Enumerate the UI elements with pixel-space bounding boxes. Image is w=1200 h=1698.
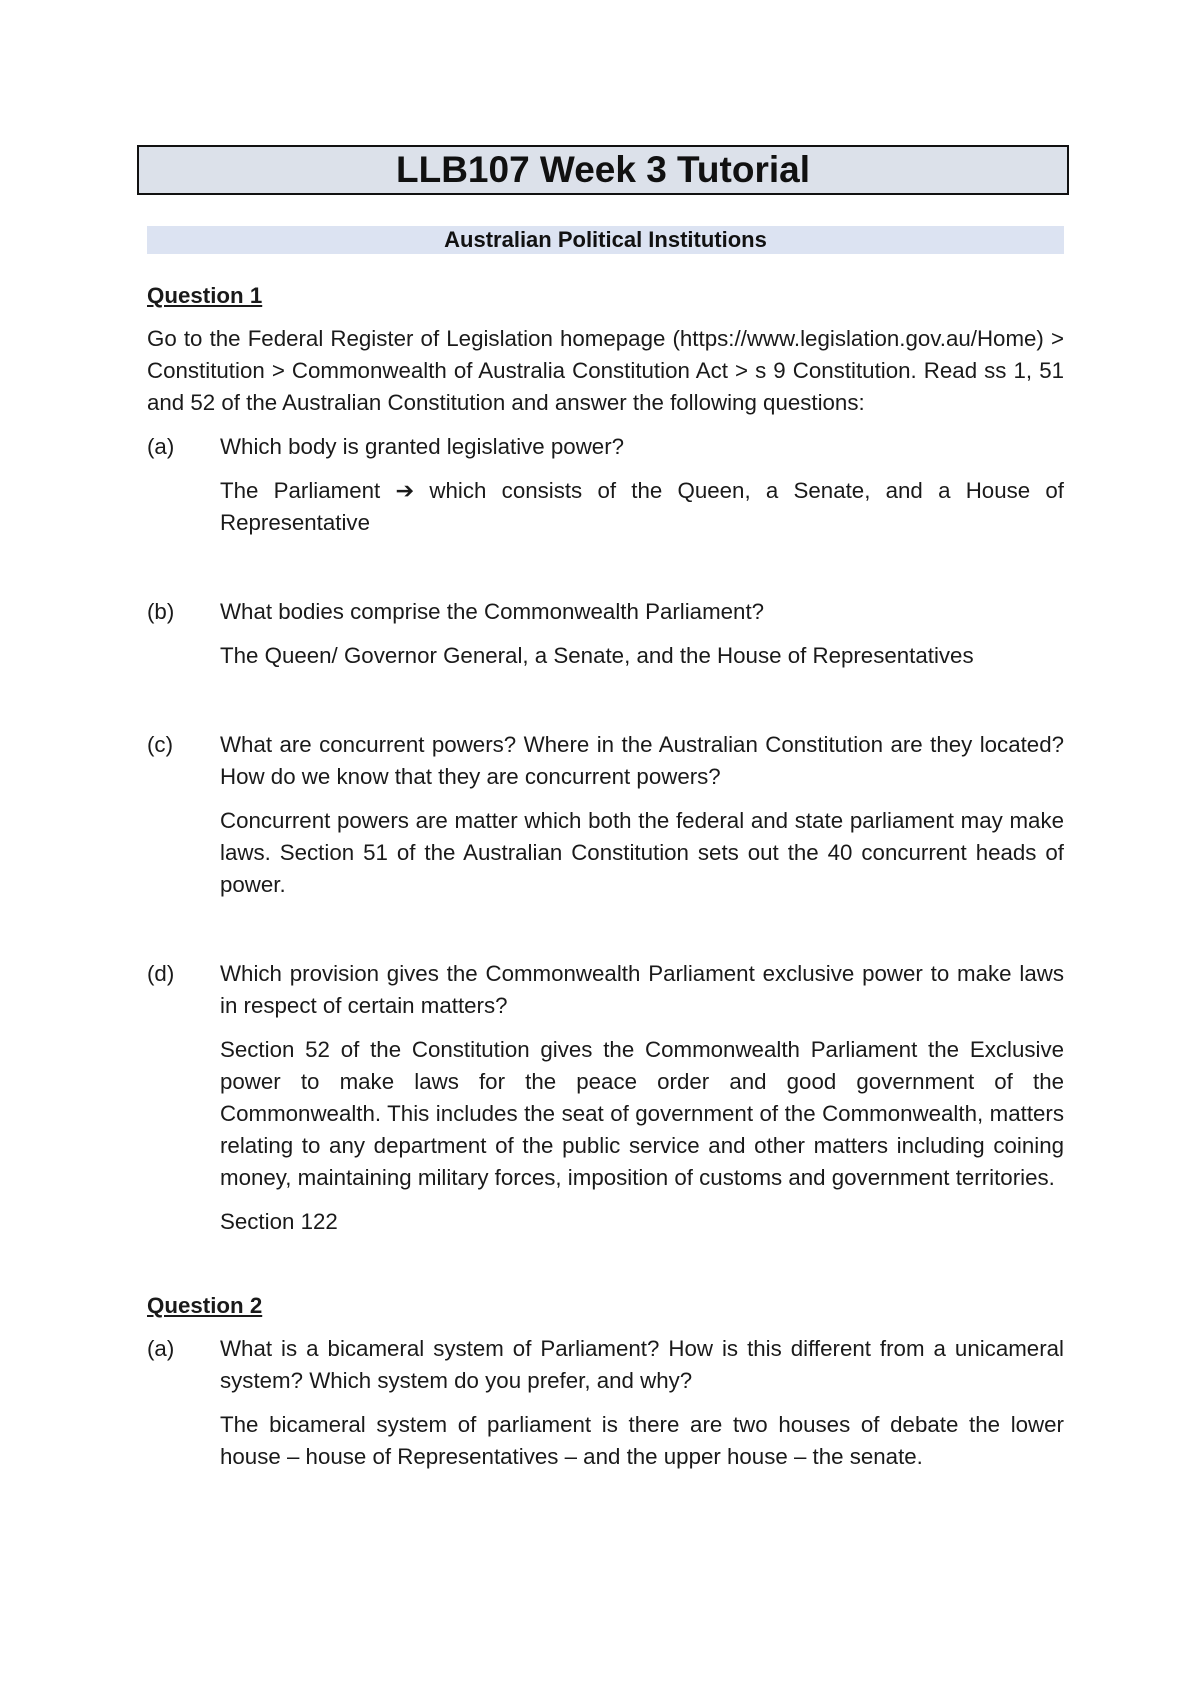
q1-part-a-label: (a) <box>147 434 175 459</box>
q1-part-b-label: (b) <box>147 599 175 624</box>
q1-part-a <box>147 431 1064 539</box>
spacer <box>147 551 1064 596</box>
q1-part-b <box>147 596 1064 672</box>
q1-part-b-answer: The Queen/ Governor General, a Senate, and the House of Representatives <box>220 643 974 668</box>
q2-part-a-question: What is a bicameral system of Parliament? How is this different from a unicameral system? Which system do you prefer, and why? <box>220 1336 1064 1393</box>
q1-part-d-answer: Section 52 of the Constitution gives the Commonwealth Parliament the Exclusive power to make laws for the peace order and good government of the Commonwealth. This includes the seat of government of the Commonwealth, matters relating to any department of the public service and other matters including coining money, maintaining military forces, imposition of customs and government territories. <box>220 1037 1064 1190</box>
right-arrow-icon: ➔ <box>395 478 415 503</box>
q1-part-a-answer-suffix: which consists of the Queen, a Senate, and a House of Representative <box>220 478 1064 535</box>
q1-part-a-question: Which body is granted legislative power? <box>220 434 625 459</box>
q1-part-a-answer-prefix: The Parliament <box>220 478 381 503</box>
q1-part-c-answer: Concurrent powers are matter which both the federal and state parliament may make laws. Section 51 of the Australian Constitution sets out the 40 concurrent heads of power. <box>220 808 1064 897</box>
q2-part-a <box>147 1333 1064 1473</box>
q1-part-c <box>147 729 1064 901</box>
q2-part-a-label: (a) <box>147 1336 175 1361</box>
spacer <box>147 684 1064 729</box>
spacer <box>147 1250 1064 1290</box>
q1-part-c-label: (c) <box>147 732 173 757</box>
q1-part-a-answer <box>220 475 1064 539</box>
document-body <box>147 280 1064 1485</box>
question-1-intro: Go to the Federal Register of Legislation homepage (https://www.legislation.gov.au/Home) > Constitution > Commonwealth of Australia Constitution Act > s 9 Constitution. Read ss 1, 51 and 52 of the Australian Constitution and answer the following questions: <box>147 326 1064 415</box>
q1-part-d-label: (d) <box>147 961 175 986</box>
q1-part-d <box>147 958 1064 1238</box>
spacer <box>147 913 1064 958</box>
q2-part-a-answer: The bicameral system of parliament is there are two houses of debate the lower house – house of Representatives – and the upper house – the senate. <box>220 1412 1064 1469</box>
q1-part-d-answer-2: Section 122 <box>220 1209 338 1234</box>
question-2-heading: Question 2 <box>147 1293 263 1318</box>
q1-part-b-question: What bodies comprise the Commonwealth Parliament? <box>220 599 765 624</box>
q1-part-c-question: What are concurrent powers? Where in the Australian Constitution are they located? How do we know that they are concurrent powers? <box>220 732 1064 789</box>
section-subtitle: Australian Political Institutions <box>147 226 1064 254</box>
q1-part-d-question: Which provision gives the Commonwealth Parliament exclusive power to make laws in respect of certain matters? <box>220 961 1064 1018</box>
page-title: LLB107 Week 3 Tutorial <box>137 145 1069 195</box>
question-1-heading: Question 1 <box>147 283 263 308</box>
